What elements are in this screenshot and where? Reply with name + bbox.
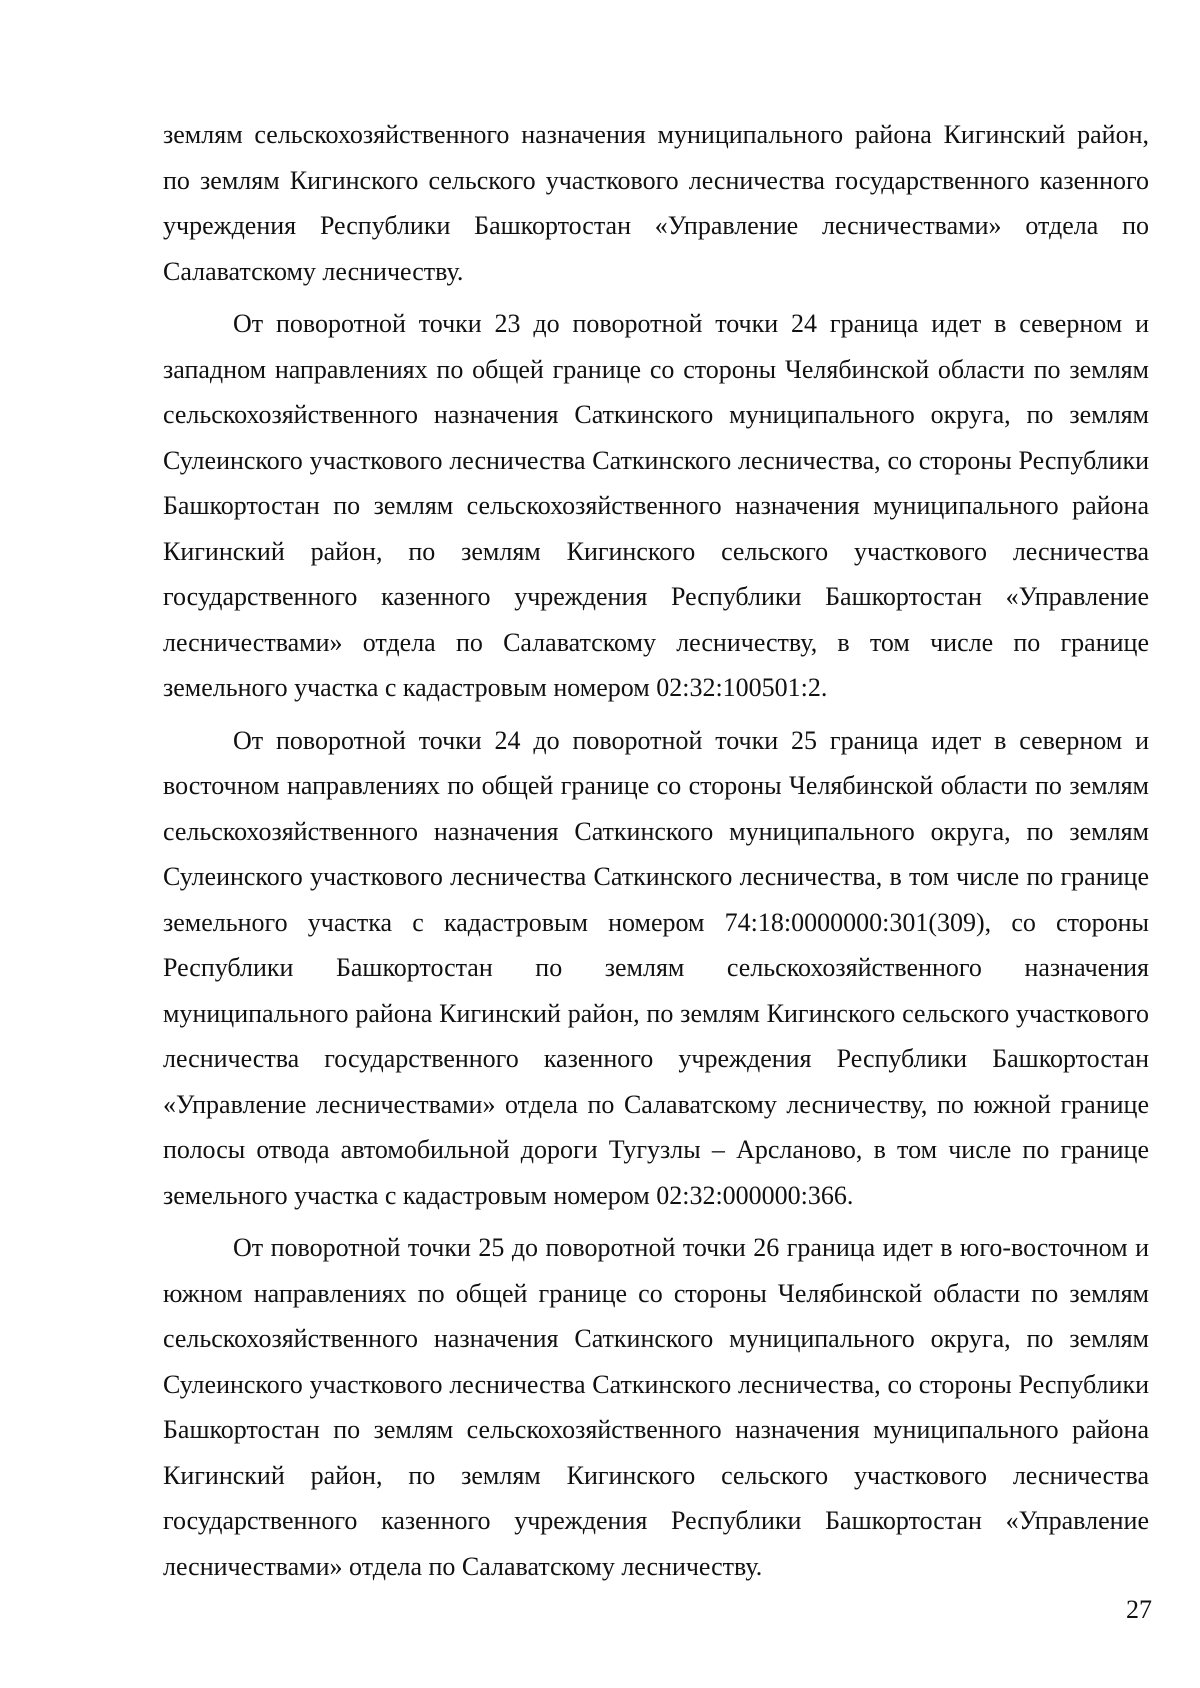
page-number: 27 — [1126, 1595, 1152, 1624]
paragraph-point-25-26: От поворотной точки 25 до поворотной точки 26 граница идет в юго-восточном и южном направлениях по общей границе со стороны Челябинской области по землям сельскохозяйственного назначения Саткинского муниципального округа, по землям Сулеинского участкового лесничества Саткинского лесничества, со стороны Республики Башкортостан по землям сельскохозяйственного назначения муниципального района Кигинский район, по землям Кигинского сельского участкового лесничества государственного казенного учреждения Республики Башкортостан «Управление лесничествами» отдела по Салаватскому лесничеству. — [163, 1233, 1149, 1581]
paragraph-continuation: землям сельскохозяйственного назначения муниципального района Кигинский район, по землям Кигинского сельского участкового лесничества государственного казенного учреждения Республики Башкортостан «Управление лесничествами» отдела по Салаватскому лесничеству. — [163, 120, 1149, 286]
paragraph-point-24-25: От поворотной точки 24 до поворотной точки 25 граница идет в северном и восточном направлениях по общей границе со стороны Челябинской области по землям сельскохозяйственного назначения Саткинского муниципального округа, по землям Сулеинского участкового лесничества Саткинского лесничества, в том числе по границе земельного участка с кадастровым номером 74:18:0000000:301(309), со стороны Республики Башкортостан по землям сельскохозяйственного назначения муниципального района Кигинский район, по землям Кигинского сельского участкового лесничества государственного казенного учреждения Республики Башкортостан «Управление лесничествами» отдела по Салаватскому лесничеству, по южной границе полосы отвода автомобильной дороги Тугузлы – Арсланово, в том числе по границе земельного участка с кадастровым номером 02:32:000000:366. — [163, 725, 1149, 1210]
document-body — [163, 112, 1149, 1589]
paragraph-point-23-24: От поворотной точки 23 до поворотной точки 24 граница идет в северном и западном направлениях по общей границе со стороны Челябинской области по землям сельскохозяйственного назначения Саткинского муниципального округа, по землям Сулеинского участкового лесничества Саткинского лесничества, со стороны Республики Башкортостан по землям сельскохозяйственного назначения муниципального района Кигинский район, по землям Кигинского сельского участкового лесничества государственного казенного учреждения Республики Башкортостан «Управление лесничествами» отдела по Салаватскому лесничеству, в том числе по границе земельного участка с кадастровым номером 02:32:100501:2. — [163, 309, 1149, 702]
